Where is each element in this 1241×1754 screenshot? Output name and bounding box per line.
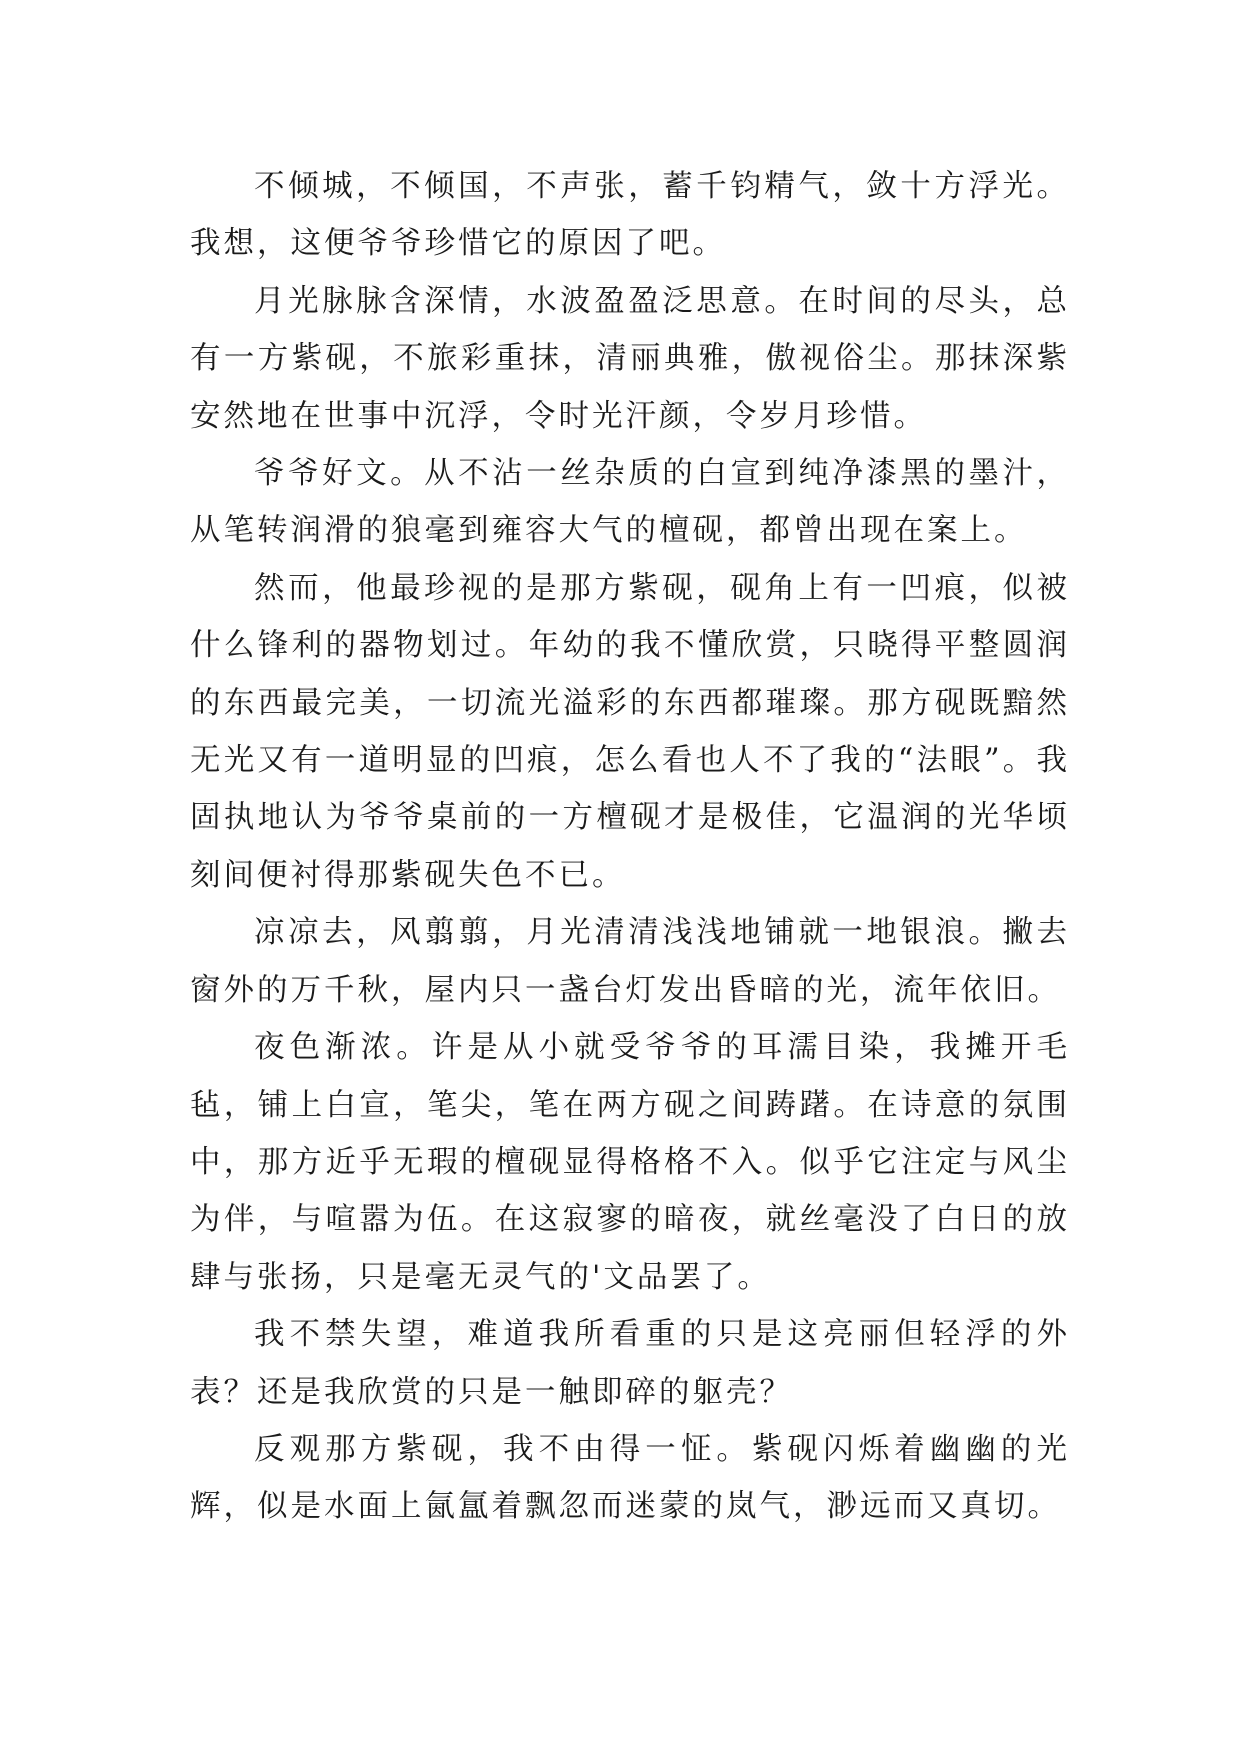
essay-body bbox=[190, 158, 1070, 1536]
paragraph-8: 反观那方紫砚，我不由得一怔。紫砚闪烁着幽幽的光辉，似是水面上氤氲着飘忽而迷蒙的岚气，渺远而又真切。 bbox=[190, 1431, 1070, 1525]
paragraph-2: 月光脉脉含深情，水波盈盈泛思意。在时间的尽头，总有一方紫砚，不旅彩重抹，清丽典雅，傲视俗尘。那抹深紫安然地在世事中沉浮，令时光汗颜，令岁月珍惜。 bbox=[190, 283, 1070, 434]
paragraph-3: 爷爷好文。从不沾一丝杂质的白宣到纯净漆黑的墨汁，从笔转润滑的狼毫到雍容大气的檀砚，都曾出现在案上。 bbox=[190, 456, 1070, 549]
paragraph-4: 然而，他最珍视的是那方紫砚，砚角上有一凹痕，似被什么锋利的器物划过。年幼的我不懂欣赏，只晓得平整圆润的东西最完美，一切流光溢彩的东西都璀璨。那方砚既黯然无光又有一道明显的凹痕，怎么看也人不了我的“法眼”。我固执地认为爷爷桌前的一方檀砚才是极佳，它温润的光华顷刻间便衬得那紫砚失色不已。 bbox=[190, 570, 1070, 893]
paragraph-5: 凉凉去，风翦翦，月光清清浅浅地铺就一地银浪。撇去窗外的万千秋，屋内只一盏台灯发出昏暗的光，流年依旧。 bbox=[190, 915, 1070, 1008]
paragraph-6: 夜色渐浓。许是从小就受爷爷的耳濡目染，我摊开毛毡，铺上白宣，笔尖，笔在两方砚之间踌躇。在诗意的氛围中，那方近乎无瑕的檀砚显得格格不入。似乎它注定与风尘为伴，与喧嚣为伍。在这寂寥的暗夜，就丝毫没了白日的放肆与张扬，只是毫无灵气的'文品罢了。 bbox=[190, 1030, 1070, 1295]
paragraph-1: 不倾城，不倾国，不声张，蓄千钧精气，敛十方浮光。我想，这便爷爷珍惜它的原因了吧。 bbox=[190, 169, 1070, 262]
paragraph-7: 我不禁失望，难道我所看重的只是这亮丽但轻浮的外表？还是我欣赏的只是一触即碎的躯壳？ bbox=[190, 1317, 1070, 1410]
